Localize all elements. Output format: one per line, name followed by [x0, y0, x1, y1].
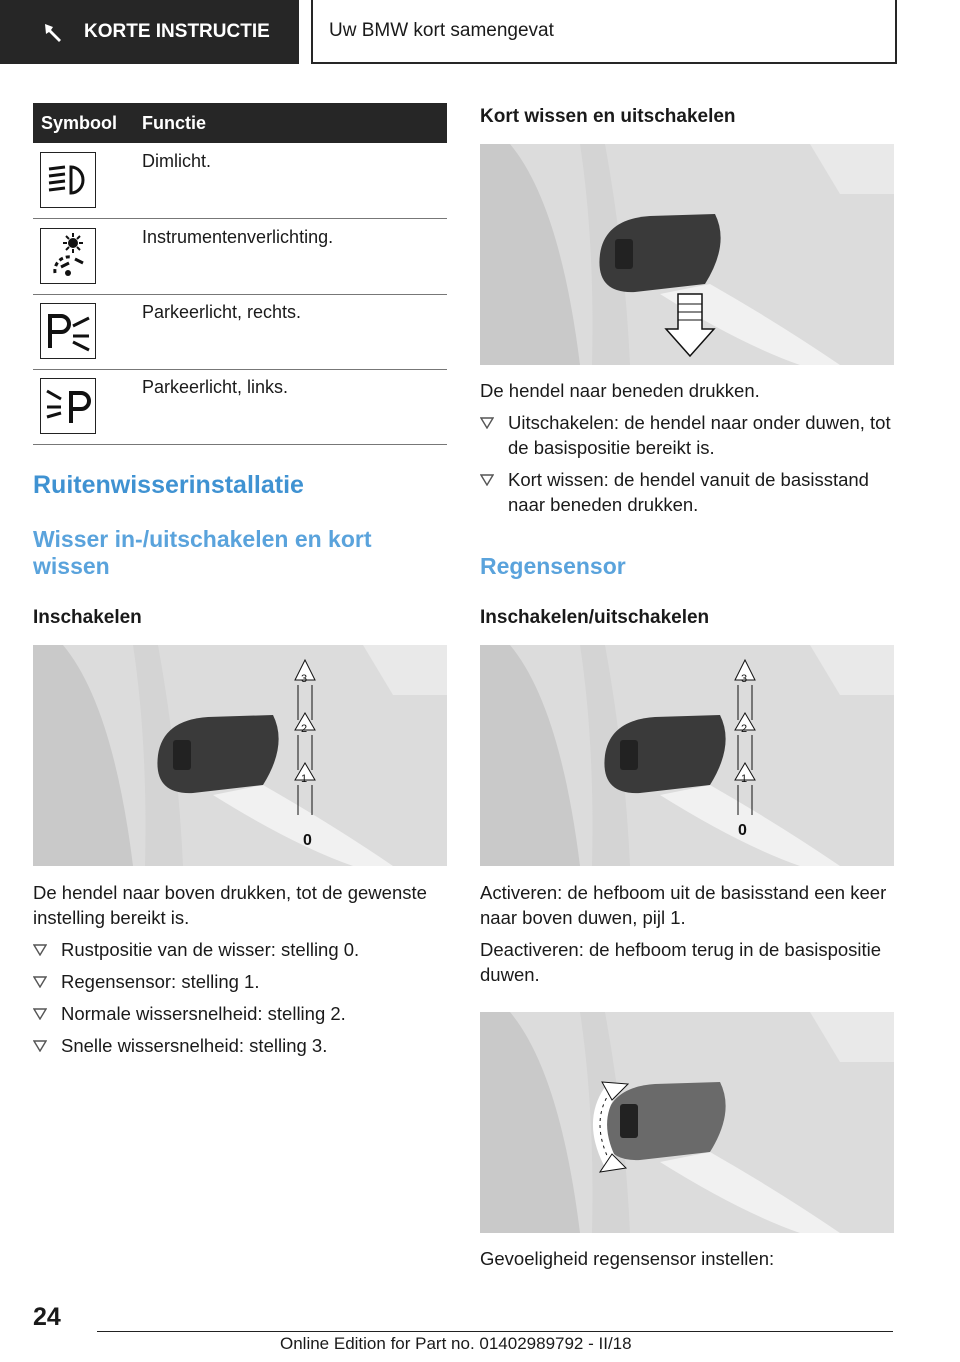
position-label-3: 3: [301, 673, 308, 685]
list-item: Uitschakelen: de hendel naar onder duwen, tot de basispositie bereikt is.: [480, 410, 894, 460]
position-label-1: 1: [301, 773, 308, 785]
paragraph-switch-on: De hendel naar boven drukken, tot de gewenste instelling bereikt is.: [33, 882, 427, 928]
heading-short-wipe: Kort wissen en uitschakelen: [480, 106, 736, 127]
wiper-lever-up-figure: [33, 645, 447, 866]
column-symbol: Symbool: [41, 113, 118, 133]
heading-switch-on: Inschakelen: [33, 607, 142, 628]
list-item: Snelle wissersnelheid: stelling 3.: [33, 1033, 327, 1058]
position-label-2: 2: [741, 723, 748, 735]
paragraph-press-down: De hendel naar beneden drukken.: [480, 380, 760, 401]
wiper-lever-down-figure: [480, 144, 894, 365]
rain-sensor-lever-figure: [480, 645, 894, 866]
bullet-triangle-icon: [33, 976, 47, 988]
table-row: [33, 294, 447, 370]
chapter-title: Uw BMW kort samengevat: [329, 20, 554, 41]
list-item: Rustpositie van de wisser: stelling 0.: [33, 937, 359, 962]
section-title-rain-sensor: Regensensor: [480, 553, 626, 579]
parking-light-left-icon: [40, 378, 96, 434]
paragraph-deactivate: Deactiveren: de hefboom terug in de basispositie duwen.: [480, 939, 882, 985]
bullet-triangle-icon: [480, 417, 494, 429]
list-item: Kort wissen: de hendel vanuit de basisstand naar beneden drukken.: [480, 467, 894, 517]
quick-reference-icon: [42, 21, 64, 43]
function-label: Parkeerlicht, links.: [142, 377, 289, 397]
section-title-wipers: Ruitenwisserinstallatie: [33, 471, 304, 499]
table-row: [33, 143, 447, 219]
chapter-header: [311, 0, 897, 64]
table-row: [33, 369, 447, 445]
heading-on-off: Inschakelen/uitschakelen: [480, 607, 710, 628]
column-function: Functie: [142, 113, 207, 133]
position-label-0: 0: [303, 832, 312, 849]
footer-edition: Online Edition for Part no. 01402989792 - II/18: [280, 1334, 632, 1353]
bullet-triangle-icon: [33, 1040, 47, 1052]
position-label-3: 3: [741, 673, 748, 685]
bullet-triangle-icon: [33, 1008, 47, 1020]
section-tab-label: KORTE INSTRUCTIE: [84, 21, 270, 42]
function-label: Dimlicht.: [142, 151, 212, 171]
list-item: Normale wissersnelheid: stelling 2.: [33, 1001, 346, 1026]
position-label-1: 1: [741, 773, 748, 785]
position-label-0: 0: [738, 822, 747, 839]
function-label: Instrumentenverlichting.: [142, 227, 334, 247]
subsection-title: Wisser in-/uitschakelen en kort wissen: [33, 526, 372, 579]
paragraph-sensitivity: Gevoeligheid regensensor instellen:: [480, 1248, 775, 1269]
table-row: [33, 219, 447, 295]
list-item: Regensensor: stelling 1.: [33, 969, 259, 994]
table-header: [33, 103, 447, 143]
low-beam-icon: [40, 152, 96, 208]
sensitivity-wheel-figure: [480, 1012, 894, 1233]
instrument-lighting-icon: [40, 228, 96, 284]
position-label-2: 2: [301, 723, 308, 735]
bullet-triangle-icon: [480, 474, 494, 486]
bullet-triangle-icon: [33, 944, 47, 956]
paragraph-activate: Activeren: de hefboom uit de basisstand een keer naar boven duwen, pijl 1.: [480, 882, 887, 928]
function-label: Parkeerlicht, rechts.: [142, 302, 302, 322]
parking-light-right-icon: [40, 303, 96, 359]
section-tab[interactable]: [0, 0, 299, 64]
footer-divider: [97, 1331, 893, 1332]
page-number: 24: [33, 1303, 61, 1331]
